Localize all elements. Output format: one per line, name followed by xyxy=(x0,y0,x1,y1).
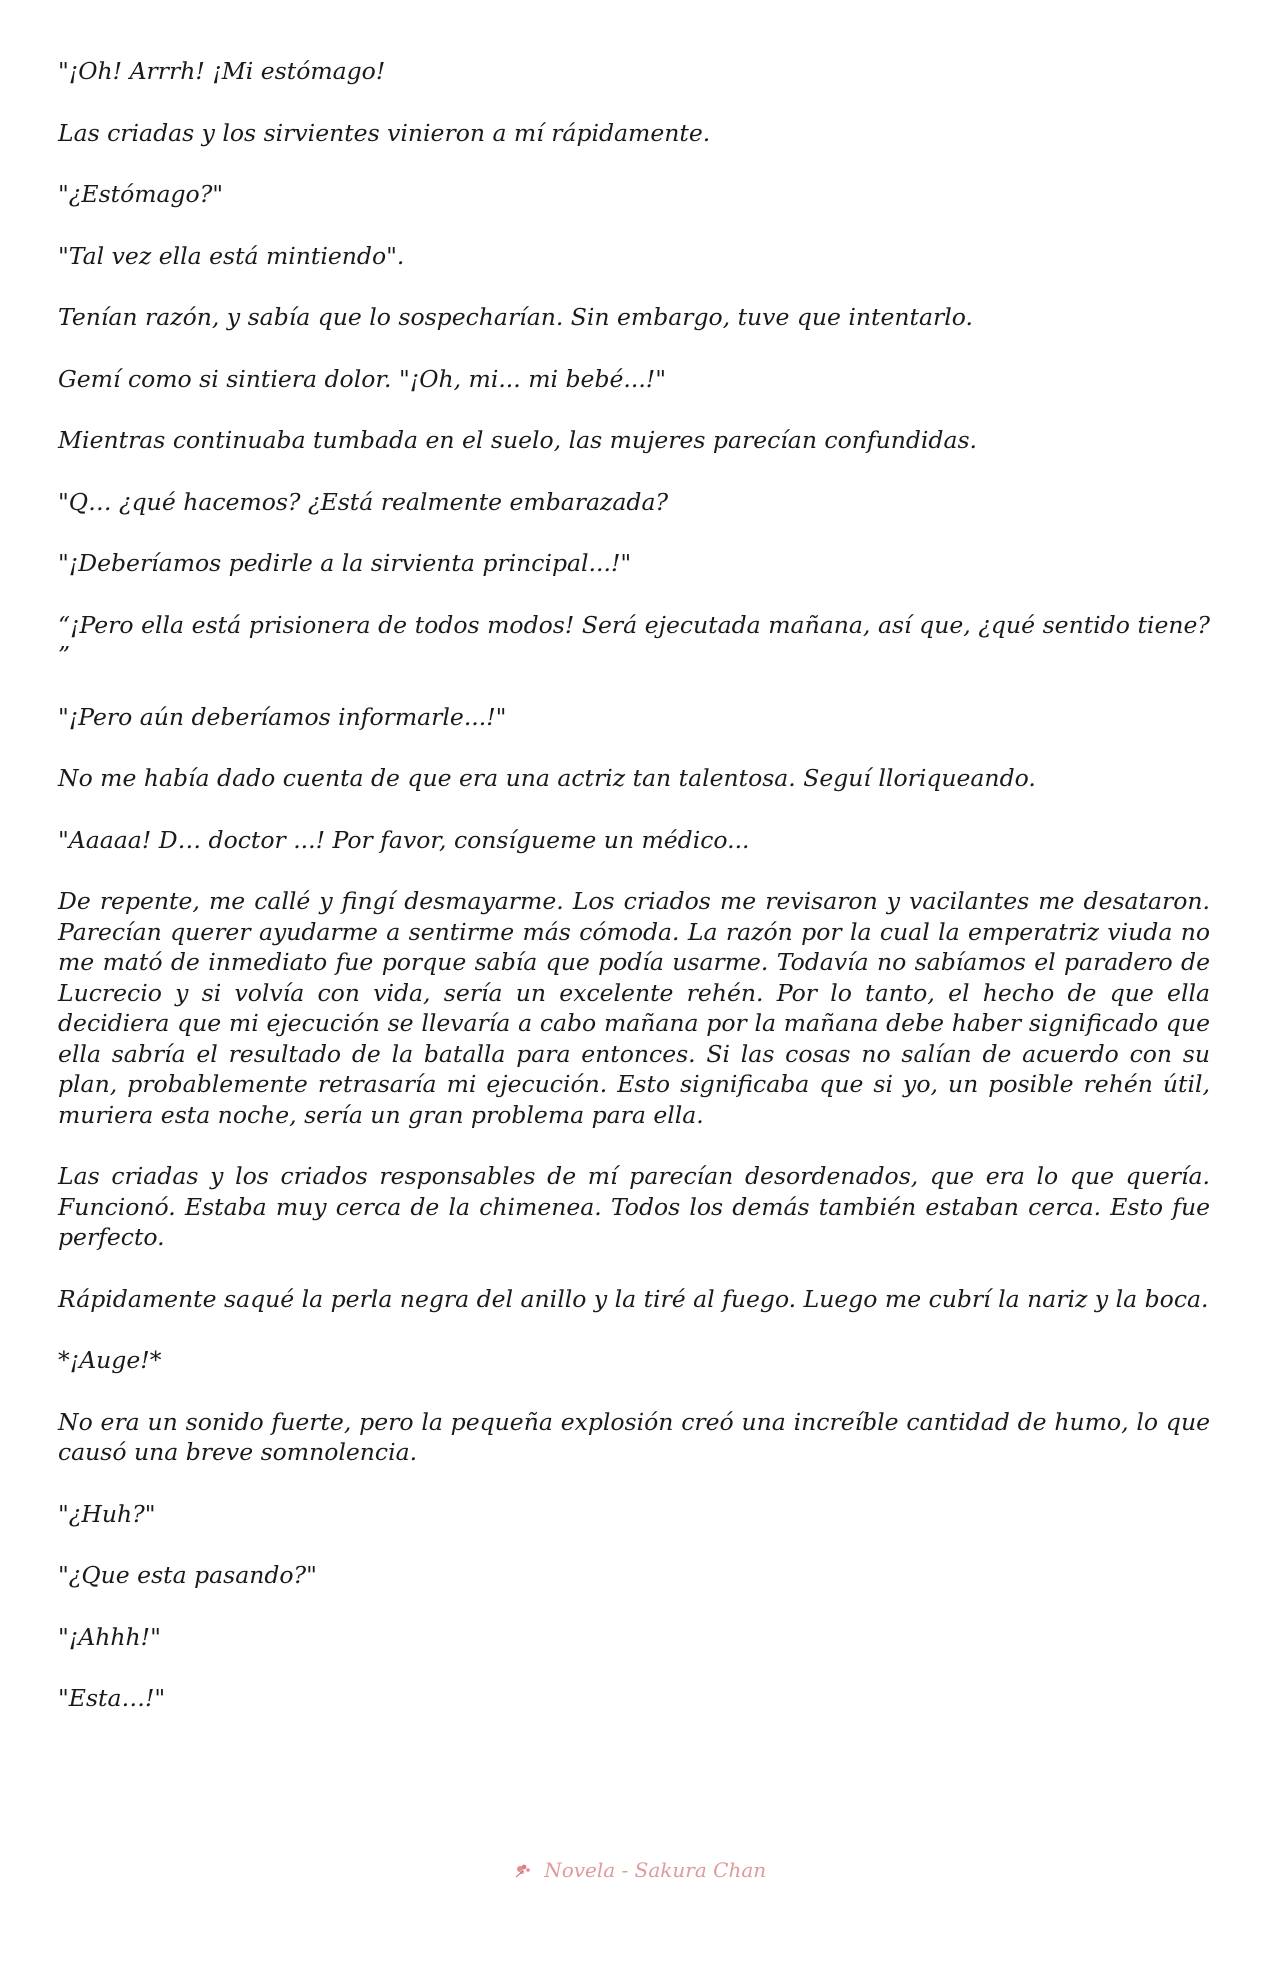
paragraph-4: "Tal vez ella está mintiendo". xyxy=(58,241,405,270)
paragraph-17: *¡Auge!* xyxy=(58,1346,162,1374)
watermark-text: Novela - Sakura Chan xyxy=(544,1858,767,1882)
paragraph-11: "¡Pero aún deberíamos informarle...!" xyxy=(58,702,507,731)
paragraph-16: Rápidamente saqué la perla negra del anillo y la tiré al fuego. Luego me cubrí la nariz y la boca. xyxy=(58,1284,1209,1313)
document-body xyxy=(58,56,1210,1745)
paragraph-19: "¿Huh?" xyxy=(58,1499,156,1528)
paragraph-15: Las criadas y los criados responsables de mí parecían desordenados, que era lo que quería. Funcionó. Estaba muy cerca de la chimenea. Todos los demás también estaban cerca. Esto fue perfecto. xyxy=(58,1162,1210,1251)
paragraph-7: Mientras continuaba tumbada en el suelo, las mujeres parecían confundidas. xyxy=(58,426,977,454)
paragraph-10: “¡Pero ella está prisionera de todos modos! Será ejecutada mañana, así que, ¿qué sentido tiene? ” xyxy=(58,610,1210,669)
paragraph-22: "Esta…!" xyxy=(58,1684,166,1712)
paragraph-6: Gemí como si sintiera dolor. "¡Oh, mi... mi bebé...!" xyxy=(58,364,667,393)
paragraph-21: "¡Ahhh!" xyxy=(58,1622,161,1651)
paragraph-5: Tenían razón, y sabía que lo sospecharían. Sin embargo, tuve que intentarlo. xyxy=(58,303,973,331)
paragraph-18: No era un sonido fuerte, pero la pequeña explosión creó una increíble cantidad de humo, lo que causó una breve somnolencia. xyxy=(58,1407,1210,1466)
paragraph-14: De repente, me callé y fingí desmayarme. Los criados me revisaron y vacilantes me desataron. Parecían querer ayudarme a sentirme más cómoda. La razón por la cual la emperatriz viuda no me mató de inmediato fue porque sabía que podía usarme. Todavía no sabíamos el paradero de Lucrecio y si volvía con vida, sería un excelente rehén. Por lo tanto, el hecho de que ella decidiera que mi ejecución se llevaría a cabo mañana por la mañana debe haber significado que ella sabría el resultado de la batalla para entonces. Si las cosas no salían de acuerdo con su plan, probablemente retrasaría mi ejecución. Esto significaba que si yo, un posible rehén útil, muriera esta noche, sería un gran problema para ella. xyxy=(58,887,1210,1129)
paragraph-3: "¿Estómago?" xyxy=(58,180,224,208)
sakura-blossom-icon xyxy=(514,1860,534,1876)
watermark xyxy=(0,1858,1280,1882)
paragraph-1: "¡Oh! Arrrh! ¡Mi estómago! xyxy=(58,57,386,85)
paragraph-9: "¡Deberíamos pedirle a la sirvienta principal...!" xyxy=(58,549,632,577)
paragraph-13: "Aaaaa! D… doctor ...! Por favor, consígueme un médico... xyxy=(58,825,750,854)
paragraph-12: No me había dado cuenta de que era una actriz tan talentosa. Seguí lloriqueando. xyxy=(58,764,1036,792)
paragraph-20: "¿Que esta pasando?" xyxy=(58,1561,317,1589)
paragraph-2: Las criadas y los sirvientes vinieron a mí rápidamente. xyxy=(58,118,711,147)
paragraph-8: "Q… ¿qué hacemos? ¿Está realmente embarazada? xyxy=(58,487,669,516)
